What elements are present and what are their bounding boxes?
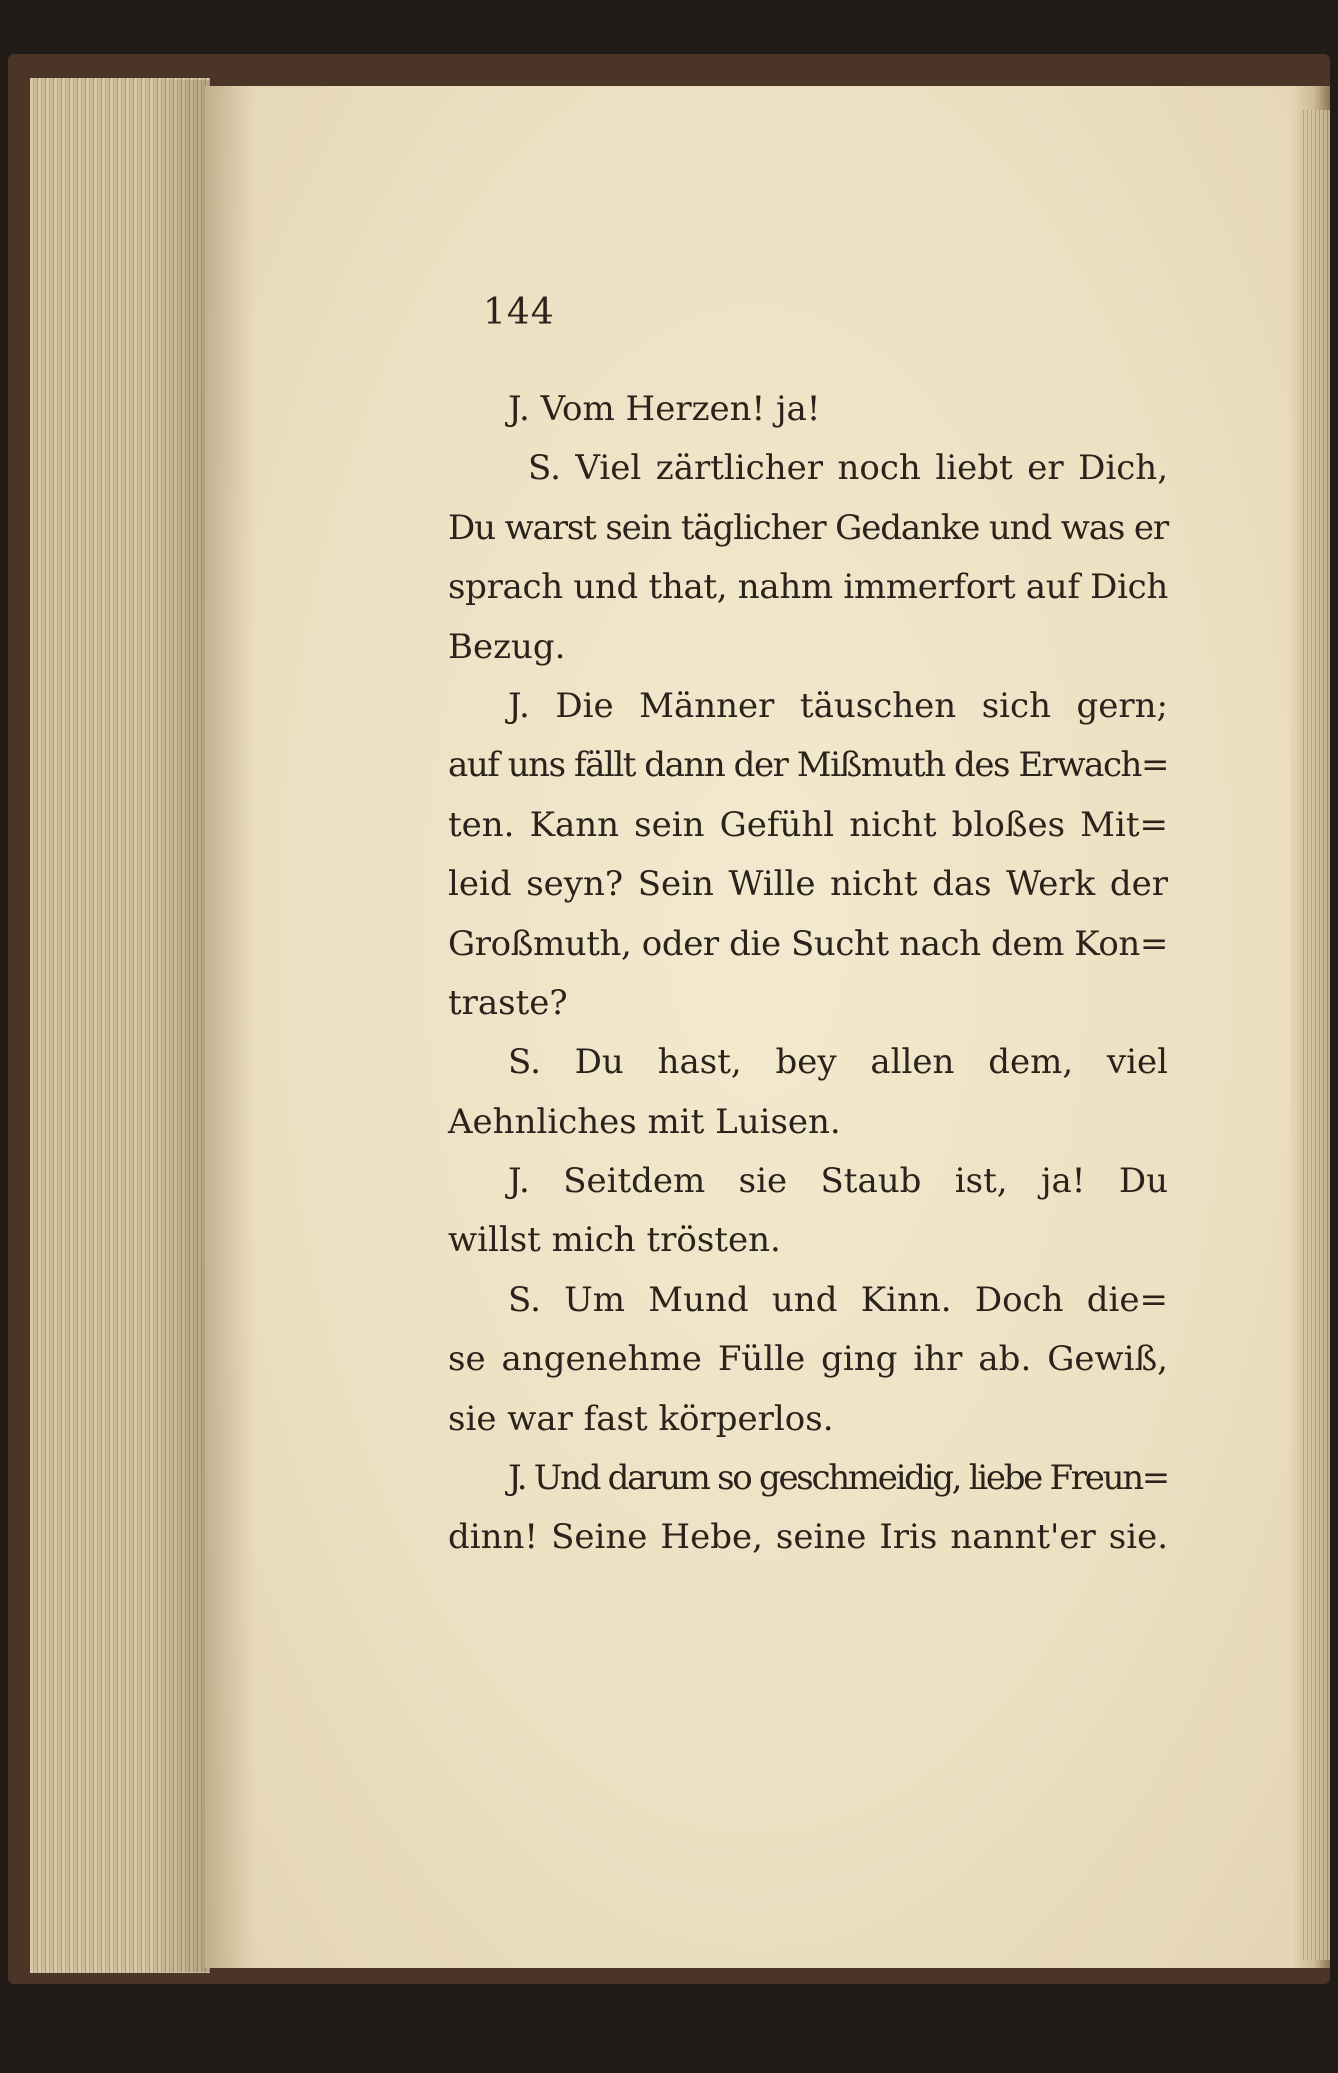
text-line: J. Und darum so geschmeidig, liebe Freun= bbox=[508, 1458, 1168, 1499]
page-stack-shadow bbox=[150, 80, 210, 1972]
text-line: Aehnliches mit Luisen. bbox=[448, 1101, 841, 1142]
text-line: Bezug. bbox=[448, 626, 566, 667]
page-number: 144 bbox=[483, 292, 555, 333]
text-line: se angenehme Fülle ging ihr ab. Gewiß, bbox=[448, 1339, 1168, 1380]
text-line: Du warst sein täglicher Gedanke und was er bbox=[448, 507, 1168, 548]
text-line: Großmuth, oder die Sucht nach dem Kon= bbox=[448, 923, 1168, 964]
text-line: J. Seitdem sie Staub ist, ja! Du bbox=[508, 1161, 1168, 1202]
text-line: J. Die Männer täuschen sich gern; bbox=[508, 685, 1168, 726]
page-gutter bbox=[205, 86, 255, 1968]
text-line: sprach und that, nahm immerfort auf Dich bbox=[448, 567, 1168, 608]
text-line: willst mich trösten. bbox=[448, 1220, 781, 1261]
text-line: traste? bbox=[448, 982, 568, 1023]
text-line: S. Du hast, bey allen dem, viel bbox=[508, 1042, 1168, 1083]
text-line: auf uns fällt dann der Mißmuth des Erwach= bbox=[448, 745, 1168, 786]
text-line: S. Viel zärtlicher noch liebt er Dich, bbox=[528, 448, 1168, 489]
text-line: ten. Kann sein Gefühl nicht bloßes Mit= bbox=[448, 804, 1168, 845]
text-line: J. Vom Herzen! ja! bbox=[508, 389, 821, 429]
text-line: sie war fast körperlos. bbox=[448, 1398, 834, 1439]
page-leaves-right bbox=[1300, 110, 1330, 1960]
text-line: dinn! Seine Hebe, seine Iris nannt'er sie. bbox=[448, 1517, 1168, 1558]
page-text bbox=[448, 380, 1168, 1568]
text-line: leid seyn? Sein Wille nicht das Werk der bbox=[448, 864, 1168, 905]
text-line: S. Um Mund und Kinn. Doch die= bbox=[508, 1279, 1168, 1320]
